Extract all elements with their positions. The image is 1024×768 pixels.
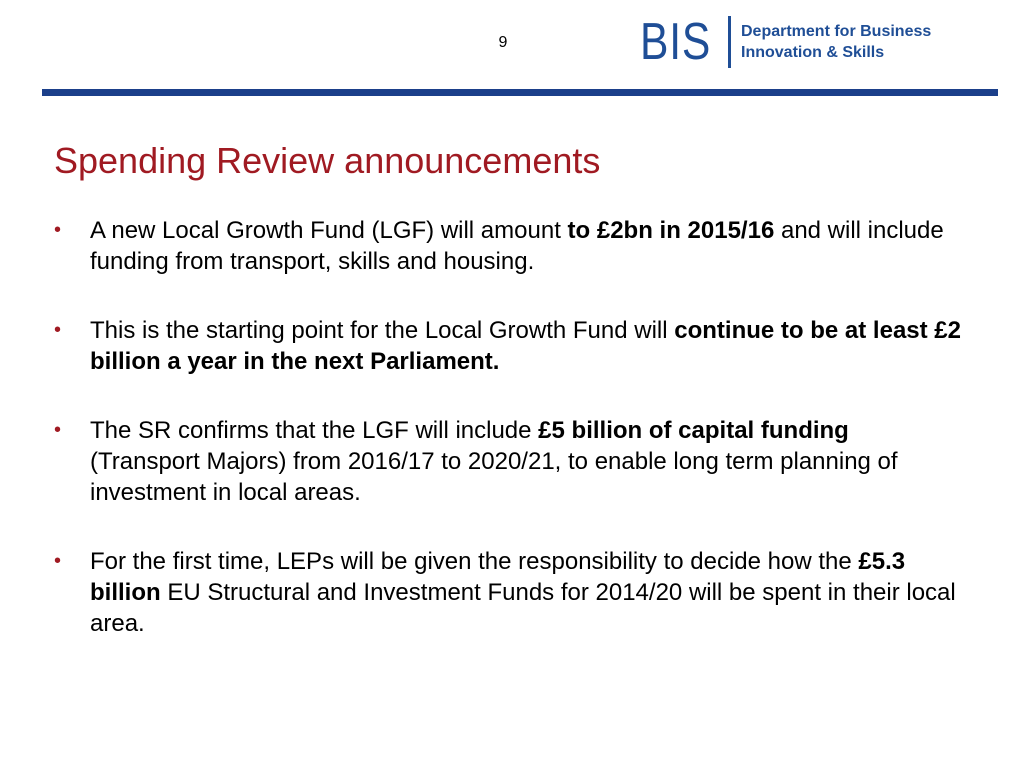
bullet-dot-icon: • [54, 550, 62, 572]
bullet-segment: EU Structural and Investment Funds for 2014/20 will be spent in their local area. [90, 579, 956, 637]
bullet-text [90, 546, 964, 639]
bullet-item [54, 215, 964, 277]
bullet-emphasis: continue to be at least £2 billion a year in the next Parliament. [90, 317, 961, 375]
bullet-emphasis: to £2bn in 2015/16 [567, 217, 775, 244]
bullet-emphasis: £5.3 billion [90, 548, 906, 606]
bullet-segment: (Transport Majors) from 2016/17 to 2020/21, to enable long term planning of investment in local areas. [90, 448, 898, 506]
bullet-segment: The SR confirms that the LGF will include [90, 417, 539, 444]
logo-text [741, 21, 931, 63]
bullet-dot-icon: • [54, 319, 62, 341]
slide-title: Spending Review announcements [54, 140, 601, 181]
bullet-list [54, 215, 964, 677]
bullet-dot-icon: • [54, 419, 62, 441]
bullet-emphasis: £5 billion of capital funding [538, 417, 849, 444]
bullet-item [54, 315, 964, 377]
page-number: 9 [498, 34, 508, 51]
bullet-item [54, 415, 964, 508]
bullet-segment: and will include funding from transport, skills and housing. [90, 217, 944, 275]
bullet-text [90, 415, 964, 508]
bullet-segment: A new Local Growth Fund (LGF) will amount [90, 217, 568, 244]
bullet-dot-icon: • [54, 219, 62, 241]
bullet-item [54, 546, 964, 639]
logo-line-1: Department for Business [741, 23, 932, 40]
logo-divider [728, 16, 731, 68]
header-rule [42, 89, 998, 96]
bis-logo [640, 14, 931, 70]
bullet-text [90, 215, 964, 277]
logo-mark: BIS [640, 13, 712, 71]
bullet-segment: For the first time, LEPs will be given the responsibility to decide how the [90, 548, 859, 575]
bullet-segment: This is the starting point for the Local Growth Fund will [90, 317, 675, 344]
logo-line-2: Innovation & Skills [741, 44, 885, 61]
bullet-text [90, 315, 964, 377]
